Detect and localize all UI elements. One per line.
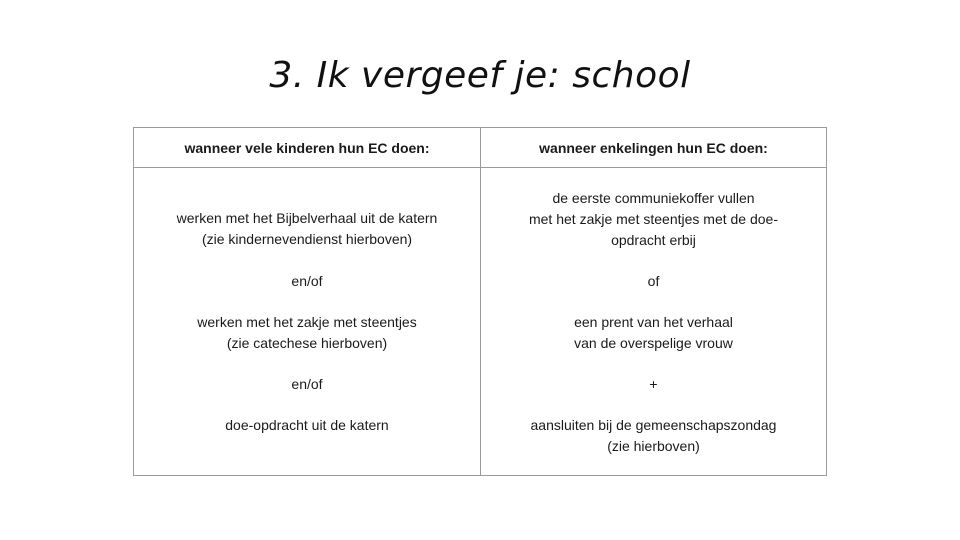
right-column [481,128,826,475]
left-column [134,128,481,475]
text-line: werken met het zakje met steentjes [197,314,417,330]
text-line: werken met het Bijbelverhaal uit de katern [176,210,438,226]
text-line: (zie catechese hierboven) [226,335,388,351]
text-line: opdracht erbij [611,232,696,248]
text-line: van de overspelige vrouw [574,335,733,351]
left-block-assignment [134,415,480,436]
right-block-communion-case [481,188,826,251]
right-block-community-sunday [481,415,826,457]
left-connector-2 [134,374,480,395]
right-block-print [481,312,826,354]
text-line: de eerste communiekoffer vullen [552,190,755,206]
text-line: (zie kindernevendienst hierboven) [201,231,413,247]
page-title: 3. Ik vergeef je: school [269,55,691,96]
text-line: (zie hierboven) [607,438,700,454]
left-block-bible-story [134,208,480,250]
right-connector-1 [481,271,826,292]
connector-text: + [649,376,658,392]
right-connector-2 [481,374,826,395]
text-line: doe-opdracht uit de katern [225,417,389,433]
left-block-stones-bag [134,312,480,354]
text-line: met het zakje met steentjes met de doe- [528,211,778,227]
connector-text: en/of [291,376,323,392]
text-line: aansluiten bij de gemeenschapszondag [530,417,777,433]
left-column-header: wanneer vele kinderen hun EC doen: [134,128,480,168]
connector-text: of [647,273,660,289]
text-line: een prent van het verhaal [574,314,733,330]
connector-text: en/of [291,273,323,289]
left-connector-1 [134,271,480,292]
options-table [133,127,827,476]
right-column-header: wanneer enkelingen hun EC doen: [481,128,826,168]
